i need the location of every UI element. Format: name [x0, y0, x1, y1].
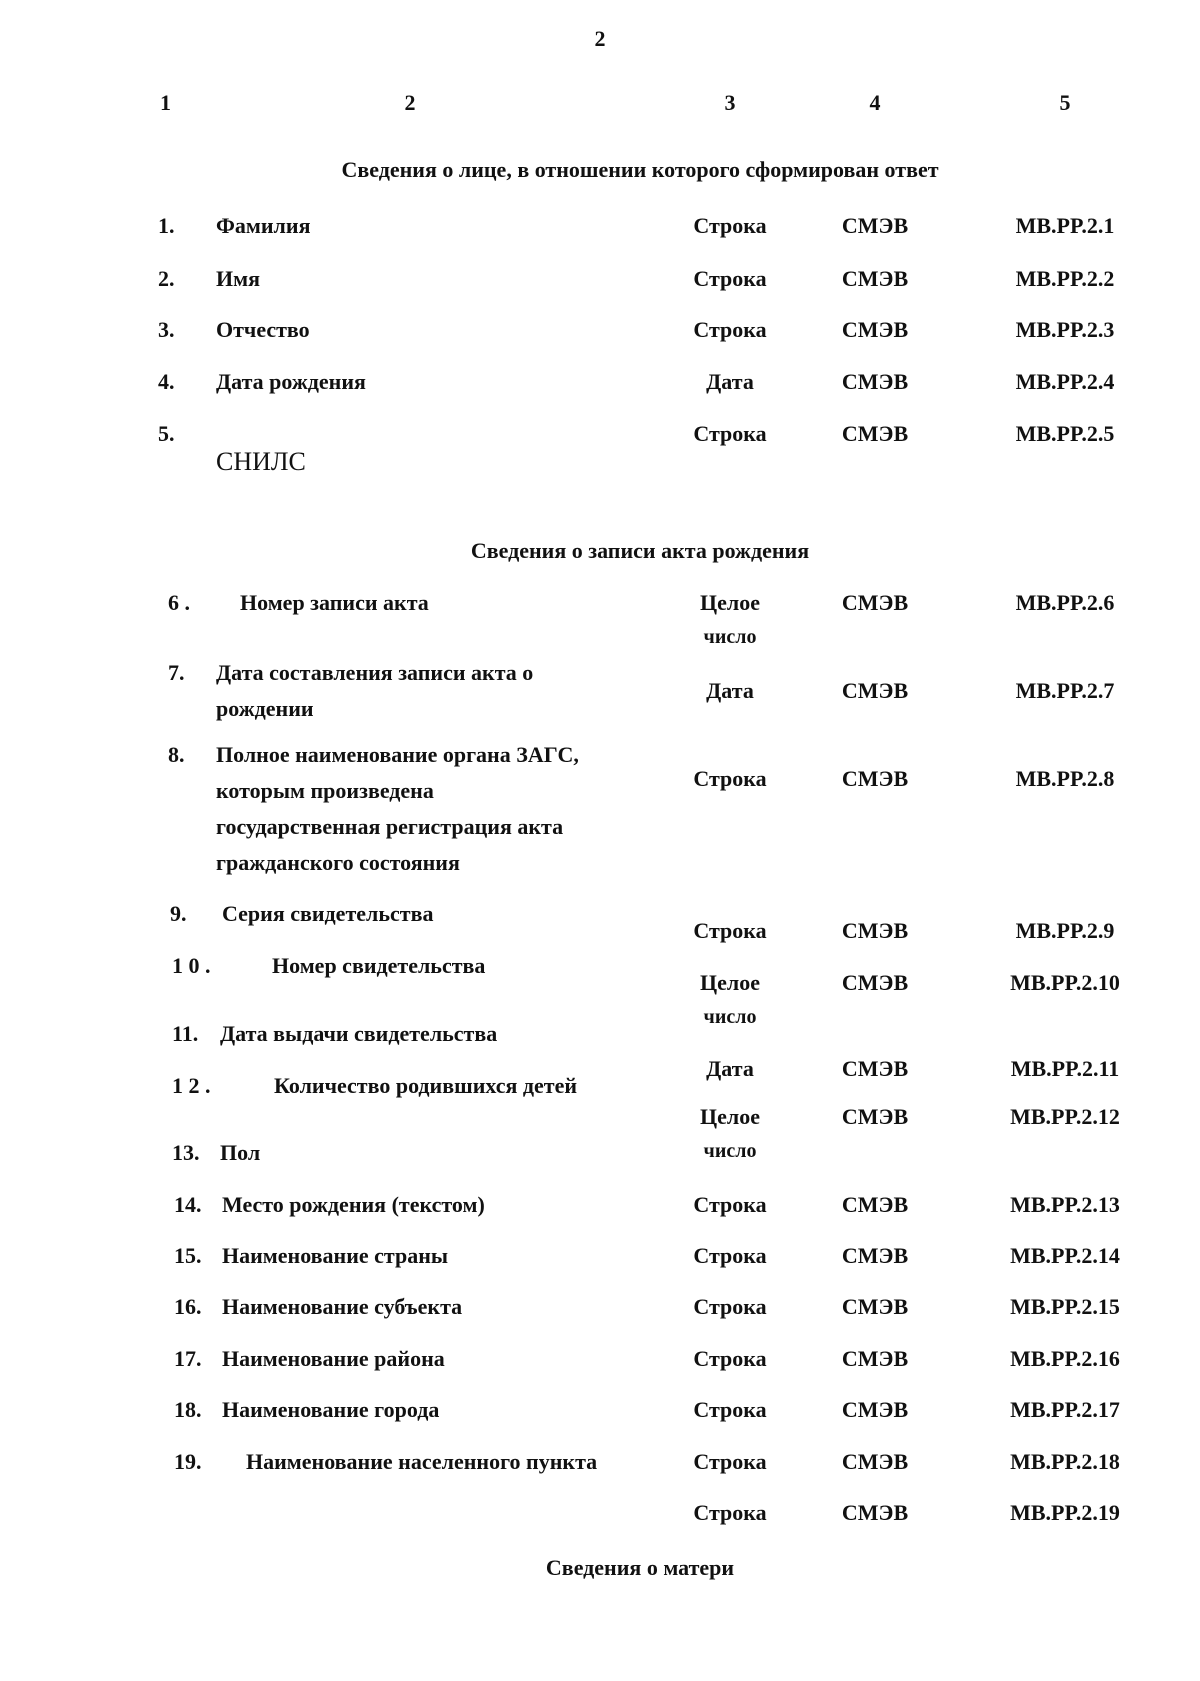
row-type: Строка: [693, 1346, 767, 1371]
column-number-1: 1: [160, 90, 171, 115]
row-field-name: Место рождения (текстом): [222, 1192, 485, 1217]
row-field-name: Количество родившихся детей: [274, 1073, 578, 1098]
row-number: 7.: [168, 660, 185, 685]
row-type: Целое: [700, 1104, 760, 1129]
row-source: СМЭВ: [841, 678, 909, 703]
row-type: Строка: [693, 266, 767, 291]
row-type: Строка: [693, 1192, 767, 1217]
row-type: Строка: [693, 1500, 767, 1525]
row-number: 1 2 .: [172, 1073, 211, 1098]
row-field-name: Полное наименование органа ЗАГС,: [216, 742, 579, 767]
row-type-line2: число: [703, 1006, 757, 1028]
row-type: Строка: [693, 213, 767, 238]
column-number-4: 4: [869, 90, 881, 115]
row-field-name: Наименование субъекта: [222, 1294, 463, 1319]
row-field-name: Фамилия: [216, 213, 311, 238]
row-source: СМЭВ: [841, 1294, 909, 1319]
row-code: MB.PP.2.18: [1010, 1449, 1120, 1474]
row-code: MB.PP.2.12: [1010, 1104, 1120, 1129]
section-title: Сведения о записи акта рождения: [470, 538, 810, 563]
row-source: СМЭВ: [841, 1449, 909, 1474]
row-field-name: СНИЛС: [216, 447, 306, 476]
row-source: СМЭВ: [841, 918, 909, 943]
row-source: СМЭВ: [841, 317, 909, 342]
row-field-name: Имя: [216, 266, 260, 291]
row-type: Дата: [706, 678, 754, 703]
row-number: 1.: [158, 213, 175, 238]
row-type: Строка: [693, 1449, 767, 1474]
row-number: 8.: [168, 742, 185, 767]
column-number-5: 5: [1059, 90, 1071, 115]
row-source: СМЭВ: [841, 1243, 909, 1268]
row-code: MB.PP.2.4: [1015, 369, 1115, 394]
row-number: 1 0 .: [172, 953, 211, 978]
row-number: 19.: [174, 1449, 202, 1474]
row-field-name: Серия свидетельства: [222, 901, 434, 926]
section-title: Сведения о матери: [545, 1555, 735, 1580]
row-type: Целое: [700, 970, 760, 995]
row-field-name: Наименование страны: [222, 1243, 449, 1268]
row-source: СМЭВ: [841, 369, 909, 394]
row-code: MB.PP.2.5: [1015, 421, 1115, 446]
row-number: 16.: [174, 1294, 202, 1319]
row-type: Строка: [693, 1397, 767, 1422]
row-type-line2: число: [703, 626, 757, 648]
row-number: 15.: [174, 1243, 202, 1268]
row-source: СМЭВ: [841, 421, 909, 446]
row-field-name: Наименование населенного пункта: [246, 1449, 598, 1474]
row-type: Дата: [706, 1056, 754, 1081]
row-field-name: Дата составления записи акта о: [216, 660, 534, 685]
row-field-name: Пол: [220, 1140, 261, 1165]
row-code: MB.PP.2.11: [1010, 1056, 1120, 1081]
row-type: Строка: [693, 421, 767, 446]
row-type: Целое: [700, 590, 760, 615]
row-number: 2.: [158, 266, 175, 291]
row-code: MB.PP.2.2: [1015, 266, 1115, 291]
column-number-2: 2: [404, 90, 416, 115]
row-source: СМЭВ: [841, 1397, 909, 1422]
row-field-name: Дата рождения: [216, 369, 366, 394]
row-type: Строка: [693, 918, 767, 943]
row-code: MB.PP.2.3: [1015, 317, 1115, 342]
row-number: 18.: [174, 1397, 202, 1422]
row-number: 3.: [158, 317, 175, 342]
page-number: 2: [594, 26, 606, 51]
row-field-name-line4: гражданского состояния: [216, 850, 460, 875]
row-type: Строка: [693, 317, 767, 342]
row-code: MB.PP.2.1: [1015, 213, 1115, 238]
row-source: СМЭВ: [841, 970, 909, 995]
row-number: 11.: [172, 1021, 199, 1046]
row-source: СМЭВ: [841, 1346, 909, 1371]
row-code: MB.PP.2.17: [1010, 1397, 1120, 1422]
row-type: Строка: [693, 1294, 767, 1319]
column-number-3: 3: [724, 90, 736, 115]
row-type: Строка: [693, 766, 767, 791]
row-number: 4.: [158, 369, 175, 394]
row-source: СМЭВ: [841, 1104, 909, 1129]
row-field-name: Номер свидетельства: [272, 953, 486, 978]
row-field-name-line2: которым произведена: [216, 778, 434, 803]
row-source: СМЭВ: [841, 1192, 909, 1217]
row-source: СМЭВ: [841, 766, 909, 791]
row-type-line2: число: [703, 1140, 757, 1162]
row-field-name-line2: рождении: [216, 696, 314, 721]
row-code: MB.PP.2.7: [1015, 678, 1115, 703]
row-number: 14.: [174, 1192, 202, 1217]
row-source: СМЭВ: [841, 1056, 909, 1081]
row-source: СМЭВ: [841, 590, 909, 615]
row-type: Строка: [693, 1243, 767, 1268]
row-number: 9.: [170, 901, 187, 926]
row-field-name: Дата выдачи свидетельства: [220, 1021, 498, 1046]
row-type: Дата: [706, 369, 754, 394]
row-field-name: Номер записи акта: [240, 590, 429, 615]
row-number: 17.: [174, 1346, 202, 1371]
row-number: 13.: [172, 1140, 200, 1165]
row-code: MB.PP.2.14: [1010, 1243, 1120, 1268]
row-code: MB.PP.2.6: [1015, 590, 1115, 615]
row-code: MB.PP.2.9: [1015, 918, 1115, 943]
row-code: MB.PP.2.15: [1010, 1294, 1120, 1319]
row-field-name: Наименование города: [222, 1397, 440, 1422]
row-field-name: Наименование района: [222, 1346, 445, 1371]
section-title: Сведения о лице, в отношении которого сформирован ответ: [341, 157, 939, 182]
row-source: СМЭВ: [841, 213, 909, 238]
row-code: MB.PP.2.16: [1010, 1346, 1120, 1371]
row-code: MB.PP.2.10: [1010, 970, 1120, 995]
row-number: 6 .: [168, 590, 190, 615]
row-code: MB.PP.2.13: [1010, 1192, 1120, 1217]
row-number: 5.: [158, 421, 175, 446]
row-code: MB.PP.2.19: [1010, 1500, 1120, 1525]
row-field-name-line3: государственная регистрация акта: [216, 814, 564, 839]
row-source: СМЭВ: [841, 1500, 909, 1525]
row-source: СМЭВ: [841, 266, 909, 291]
row-field-name: Отчество: [216, 317, 310, 342]
row-code: MB.PP.2.8: [1015, 766, 1115, 791]
